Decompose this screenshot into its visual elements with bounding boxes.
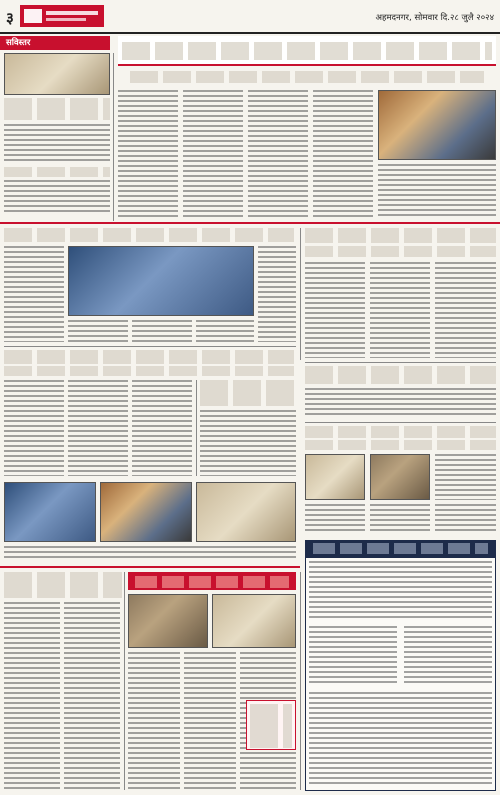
headline-dharmik bbox=[135, 576, 289, 588]
subheadline-award bbox=[305, 440, 496, 450]
banner-subhead-box bbox=[118, 69, 496, 85]
text-column bbox=[196, 320, 254, 342]
text-column bbox=[4, 380, 64, 476]
column-rule bbox=[113, 53, 114, 221]
text-column bbox=[184, 652, 236, 790]
notice-header bbox=[305, 540, 496, 557]
text-column bbox=[435, 262, 496, 358]
text-column bbox=[4, 180, 110, 214]
text-column bbox=[248, 90, 308, 218]
notice-title bbox=[313, 543, 488, 554]
photo-top-right bbox=[378, 90, 496, 160]
photo-dharmik-1 bbox=[128, 594, 208, 648]
headline-left-top bbox=[4, 98, 110, 120]
section-label: सविस्तर bbox=[6, 38, 31, 48]
page-number: ३ bbox=[6, 9, 14, 27]
column-rule bbox=[124, 572, 125, 790]
headline-rotary bbox=[4, 228, 294, 242]
subheadline-upnagar bbox=[4, 366, 294, 376]
photo-event-1 bbox=[4, 482, 96, 542]
notice-text bbox=[309, 561, 492, 621]
headline-right-top bbox=[305, 228, 496, 243]
photo-rotary bbox=[68, 246, 254, 316]
notice-list bbox=[404, 626, 492, 686]
headline-vidyarthyana bbox=[250, 704, 292, 748]
text-column bbox=[258, 246, 296, 342]
date-line: अहमदनगर, सोमवार दि.२८ जुलै २०२४ bbox=[375, 13, 494, 23]
text-column bbox=[132, 380, 192, 476]
photo-award-1 bbox=[305, 454, 365, 500]
headline-award bbox=[305, 426, 496, 438]
text-column bbox=[313, 90, 373, 218]
newspaper-logo-icon bbox=[20, 5, 104, 27]
headline-bhagyavidhata bbox=[305, 366, 496, 384]
section-divider bbox=[0, 566, 300, 568]
subheadline-left bbox=[4, 167, 110, 177]
notice-text bbox=[309, 692, 492, 787]
vidyarthyana-box bbox=[246, 700, 296, 750]
text-column bbox=[305, 388, 496, 418]
headline-shikshak bbox=[4, 572, 122, 598]
column-rule bbox=[300, 572, 301, 790]
text-column bbox=[370, 504, 430, 534]
section-bar bbox=[0, 36, 110, 50]
text-column bbox=[305, 504, 365, 534]
section-divider bbox=[305, 362, 496, 363]
banner-headline bbox=[122, 42, 492, 60]
text-column bbox=[68, 320, 128, 342]
text-column bbox=[4, 124, 110, 164]
text-column bbox=[183, 90, 243, 218]
photo-caption bbox=[4, 546, 296, 560]
text-column bbox=[370, 262, 430, 358]
text-column bbox=[4, 602, 60, 790]
section-divider bbox=[4, 346, 296, 347]
subheadline-right bbox=[305, 246, 496, 257]
text-column bbox=[64, 602, 120, 790]
banner-headline-box bbox=[118, 36, 496, 66]
photo-event-2 bbox=[100, 482, 192, 542]
notice-list bbox=[309, 626, 397, 686]
text-column bbox=[68, 380, 128, 476]
column-rule bbox=[196, 380, 197, 476]
text-column bbox=[305, 262, 365, 358]
photo-left-top bbox=[4, 53, 110, 95]
text-column bbox=[132, 320, 192, 342]
photo-award-2 bbox=[370, 454, 430, 500]
text-column bbox=[435, 504, 496, 534]
dharmik-headline-box bbox=[128, 572, 296, 590]
section-divider bbox=[305, 422, 496, 423]
photo-dharmik-2 bbox=[212, 594, 296, 648]
text-column bbox=[118, 90, 178, 218]
headline-upnagar bbox=[4, 350, 294, 364]
section-divider bbox=[0, 222, 500, 224]
text-column bbox=[128, 652, 180, 790]
text-column bbox=[4, 246, 64, 342]
text-column bbox=[378, 164, 496, 218]
banner-subhead bbox=[130, 71, 484, 83]
text-column bbox=[435, 454, 496, 500]
photo-event-3 bbox=[196, 482, 296, 542]
text-column bbox=[200, 410, 296, 476]
column-rule bbox=[300, 228, 301, 360]
headline-aai-vadil bbox=[200, 380, 296, 406]
